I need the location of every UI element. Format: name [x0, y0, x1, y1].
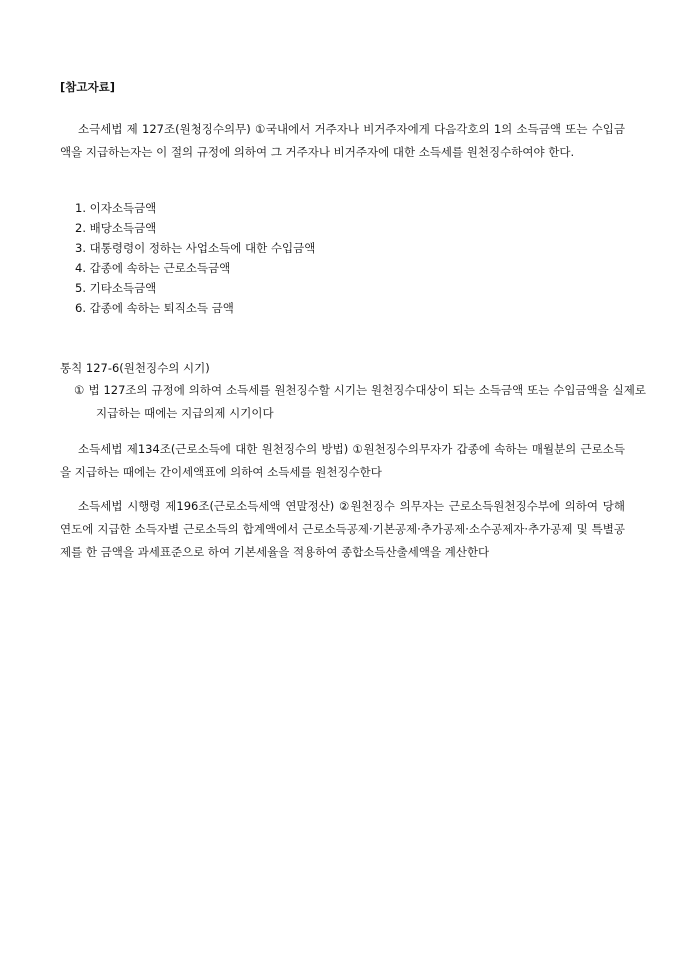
tongchik-title: 통칙 127-6(원천징수의 시기)	[60, 361, 210, 375]
list-item: 4. 갑종에 속하는 근로소득금액	[75, 261, 231, 275]
article-127-paragraph: 소극세법 제 127조(원청징수의무) ①국내에서 거주자나 비거주자에게 다음각호의 1의 소득금액 또는 수입금액을 지급하는자는 이 절의 규정에 의하여 그 거주자나 비거주자에 대한 소득세를 원천징수하여야 한다.	[60, 122, 625, 159]
reference-heading: [참고자료]	[60, 80, 115, 94]
list-item: 5. 기타소득금액	[75, 281, 157, 295]
article-134-paragraph: 소득세법 제134조(근로소득에 대한 원천징수의 방법) ①원천징수의무자가 갑종에 속하는 매월분의 근로소득을 지급하는 때에는 간이세액표에 의하여 소득세를 원천징수한다	[60, 442, 625, 479]
income-type-list	[75, 198, 315, 318]
list-item: 1. 이자소득금액	[75, 201, 157, 215]
list-item: 6. 갑종에 속하는 퇴직소득 금액	[75, 301, 234, 315]
list-item: 3. 대통령령이 정하는 사업소득에 대한 수입금액	[75, 241, 316, 255]
decree-196-paragraph: 소득세법 시행령 제196조(근로소득세액 연말정산) ②원천징수 의무자는 근로소득원천징수부에 의하여 당해 연도에 지급한 소득자별 근로소득의 합계액에서 근로소득공제·기본공제·추가공제·소수공제자·추가공제 및 특별공제를 한 금액을 과세표준으로 하여 기본세율을 적용하여 종합소득산출세액을 계산한다	[60, 499, 625, 559]
tongchik-body: ① 법 127조의 규정에 의하여 소득세를 원천징수할 시기는 원천징수대상이 되는 소득금액 또는 수입금액을 실제로 지급하는 때에는 지급의제 시기이다	[74, 383, 646, 420]
list-item: 2. 배당소득금액	[75, 221, 157, 235]
